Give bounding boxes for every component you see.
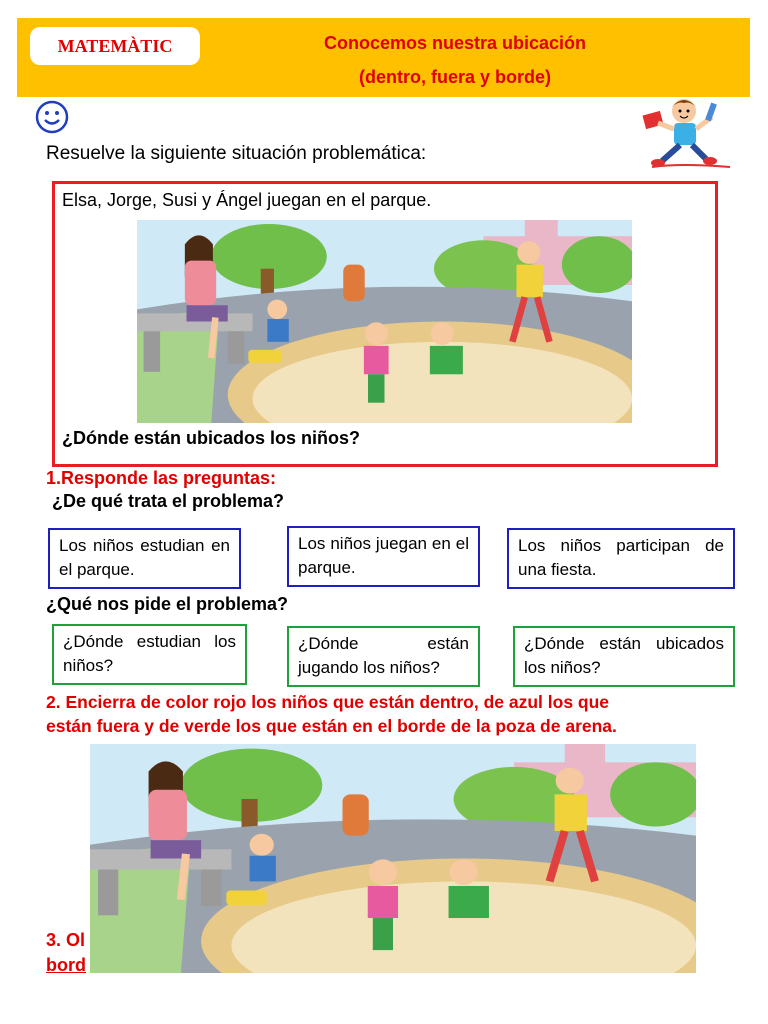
running-kid-illustration [640, 95, 740, 170]
subject-label: MATEMÀTIC [30, 27, 200, 65]
option-estudian[interactable]: Los niños estudian en el parque. [48, 528, 241, 589]
smiley-icon [35, 100, 69, 134]
problem-story: Elsa, Jorge, Susi y Ángel juegan en el parque. [62, 190, 432, 210]
park-scene-illustration [137, 220, 632, 423]
page-title-line2: (dentro, fuera y borde) [358, 67, 551, 87]
problem-question: ¿Dónde están ubicados los niños? [62, 428, 361, 448]
option-donde-estudian[interactable]: ¿Dónde estudian los niños? [52, 624, 247, 685]
section2-line1: 2. Encierra de color rojo los niños que están dentro, de azul los que [46, 692, 610, 712]
option-juegan[interactable]: Los niños juegan en el parque. [287, 526, 480, 587]
section1-heading: 1.Responde las preguntas: [46, 468, 277, 488]
page-title-line1: Conocemos nuestra ubicación [323, 33, 587, 53]
instruction-text: Resuelve la siguiente situación problemática: [46, 143, 427, 164]
park-scene-illustration-large[interactable] [90, 744, 696, 973]
question-what-about: ¿De qué trata el problema? [52, 491, 285, 511]
option-donde-jugando[interactable]: ¿Dónde están jugando los niños? [287, 626, 480, 687]
option-fiesta[interactable]: Los niños participan de una fiesta. [507, 528, 735, 589]
question-what-asks: ¿Qué nos pide el problema? [46, 594, 289, 614]
section3-underlined: bord [46, 955, 86, 975]
option-donde-ubicados[interactable]: ¿Dónde están ubicados los niños? [513, 626, 735, 687]
section3-start: 3. Ol [46, 930, 86, 950]
section2-line2: están fuera y de verde los que están en el borde de la poza de arena. [46, 716, 617, 736]
